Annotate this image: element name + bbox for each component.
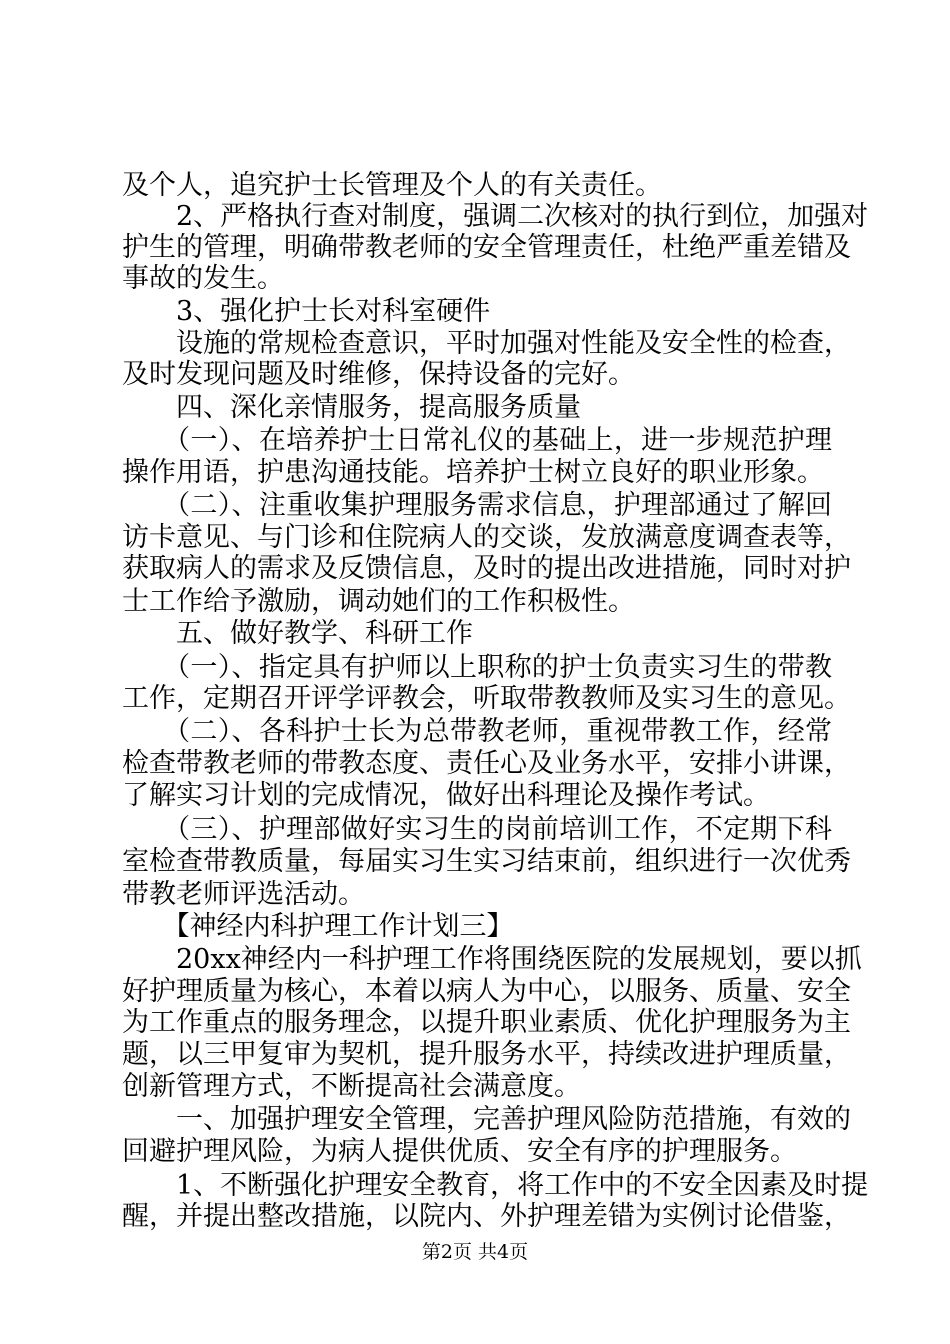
text-line: 获取病人的需求及反馈信息，及时的提出改进措施，同时对护 <box>122 553 851 584</box>
text-line: 操作用语，护患沟通技能。培养护士树立良好的职业形象。 <box>122 457 824 488</box>
text-line: （二）、注重收集护理服务需求信息，护理部通过了解回 <box>122 490 832 521</box>
text-line: 创新管理方式，不断提高社会满意度。 <box>122 1071 581 1102</box>
text-line: 了解实习计划的完成情况，做好出科理论及操作考试。 <box>122 780 770 811</box>
text-line: 带教老师评选活动。 <box>122 879 365 910</box>
text-line: 访卡意见、与门诊和住院病人的交谈，发放满意度调查表等， <box>122 522 851 553</box>
text-line: 设施的常规检查意识，平时加强对性能及安全性的检查， <box>122 328 851 359</box>
text-line: 四、深化亲情服务，提高服务质量 <box>122 392 581 423</box>
text-line: 好护理质量为核心，本着以病人为中心，以服务、质量、安全 <box>122 976 851 1007</box>
text-line: （一）、在培养护士日常礼仪的基础上，进一步规范护理 <box>122 425 832 456</box>
text-line: （二）、各科护士长为总带教老师，重视带教工作，经常 <box>122 716 832 747</box>
text-line: （一）、指定具有护师以上职称的护士负责实习生的带教 <box>122 652 832 683</box>
text-line: 为工作重点的服务理念，以提升职业素质、优化护理服务为主 <box>122 1007 851 1038</box>
text-line: 五、做好教学、科研工作 <box>122 618 473 649</box>
text-line: （三）、护理部做好实习生的岗前培训工作，不定期下科 <box>122 814 832 845</box>
text-line: 【神经内科护理工作计划三】 <box>122 911 514 942</box>
text-line: 一、加强护理安全管理，完善护理风险防范措施，有效的 <box>122 1104 851 1135</box>
text-line: 检查带教老师的带教态度、责任心及业务水平，安排小讲课， <box>122 748 851 779</box>
text-line: 事故的发生。 <box>122 263 284 294</box>
text-line: 醒，并提出整改措施，以院内、外护理差错为实例讨论借鉴， <box>122 1201 851 1232</box>
text-line: 及个人，追究护士长管理及个人的有关责任。 <box>122 170 662 201</box>
text-line: 护生的管理，明确带教老师的安全管理责任，杜绝严重差错及 <box>122 232 851 263</box>
text-line: 3、强化护士长对科室硬件 <box>122 296 491 327</box>
page-footer: 第2页 共4页 <box>421 1241 529 1263</box>
text-line: 题，以三甲复审为契机，提升服务水平，持续改进护理质量， <box>122 1039 851 1070</box>
text-line: 工作，定期召开评学评教会，听取带教教师及实习生的意见。 <box>122 683 851 714</box>
text-line: 1、不断强化护理安全教育，将工作中的不安全因素及时提 <box>122 1170 869 1201</box>
text-line: 士工作给予激励，调动她们的工作积极性。 <box>122 586 635 617</box>
text-line: 2、严格执行查对制度，强调二次核对的执行到位，加强对 <box>122 201 869 232</box>
text-line: 20xx神经内一科护理工作将围绕医院的发展规划，要以抓 <box>122 944 862 975</box>
text-line: 室检查带教质量，每届实习生实习结束前，组织进行一次优秀 <box>122 846 851 877</box>
text-line: 回避护理风险，为病人提供优质、安全有序的护理服务。 <box>122 1136 797 1167</box>
text-line: 及时发现问题及时维修，保持设备的完好。 <box>122 359 635 390</box>
